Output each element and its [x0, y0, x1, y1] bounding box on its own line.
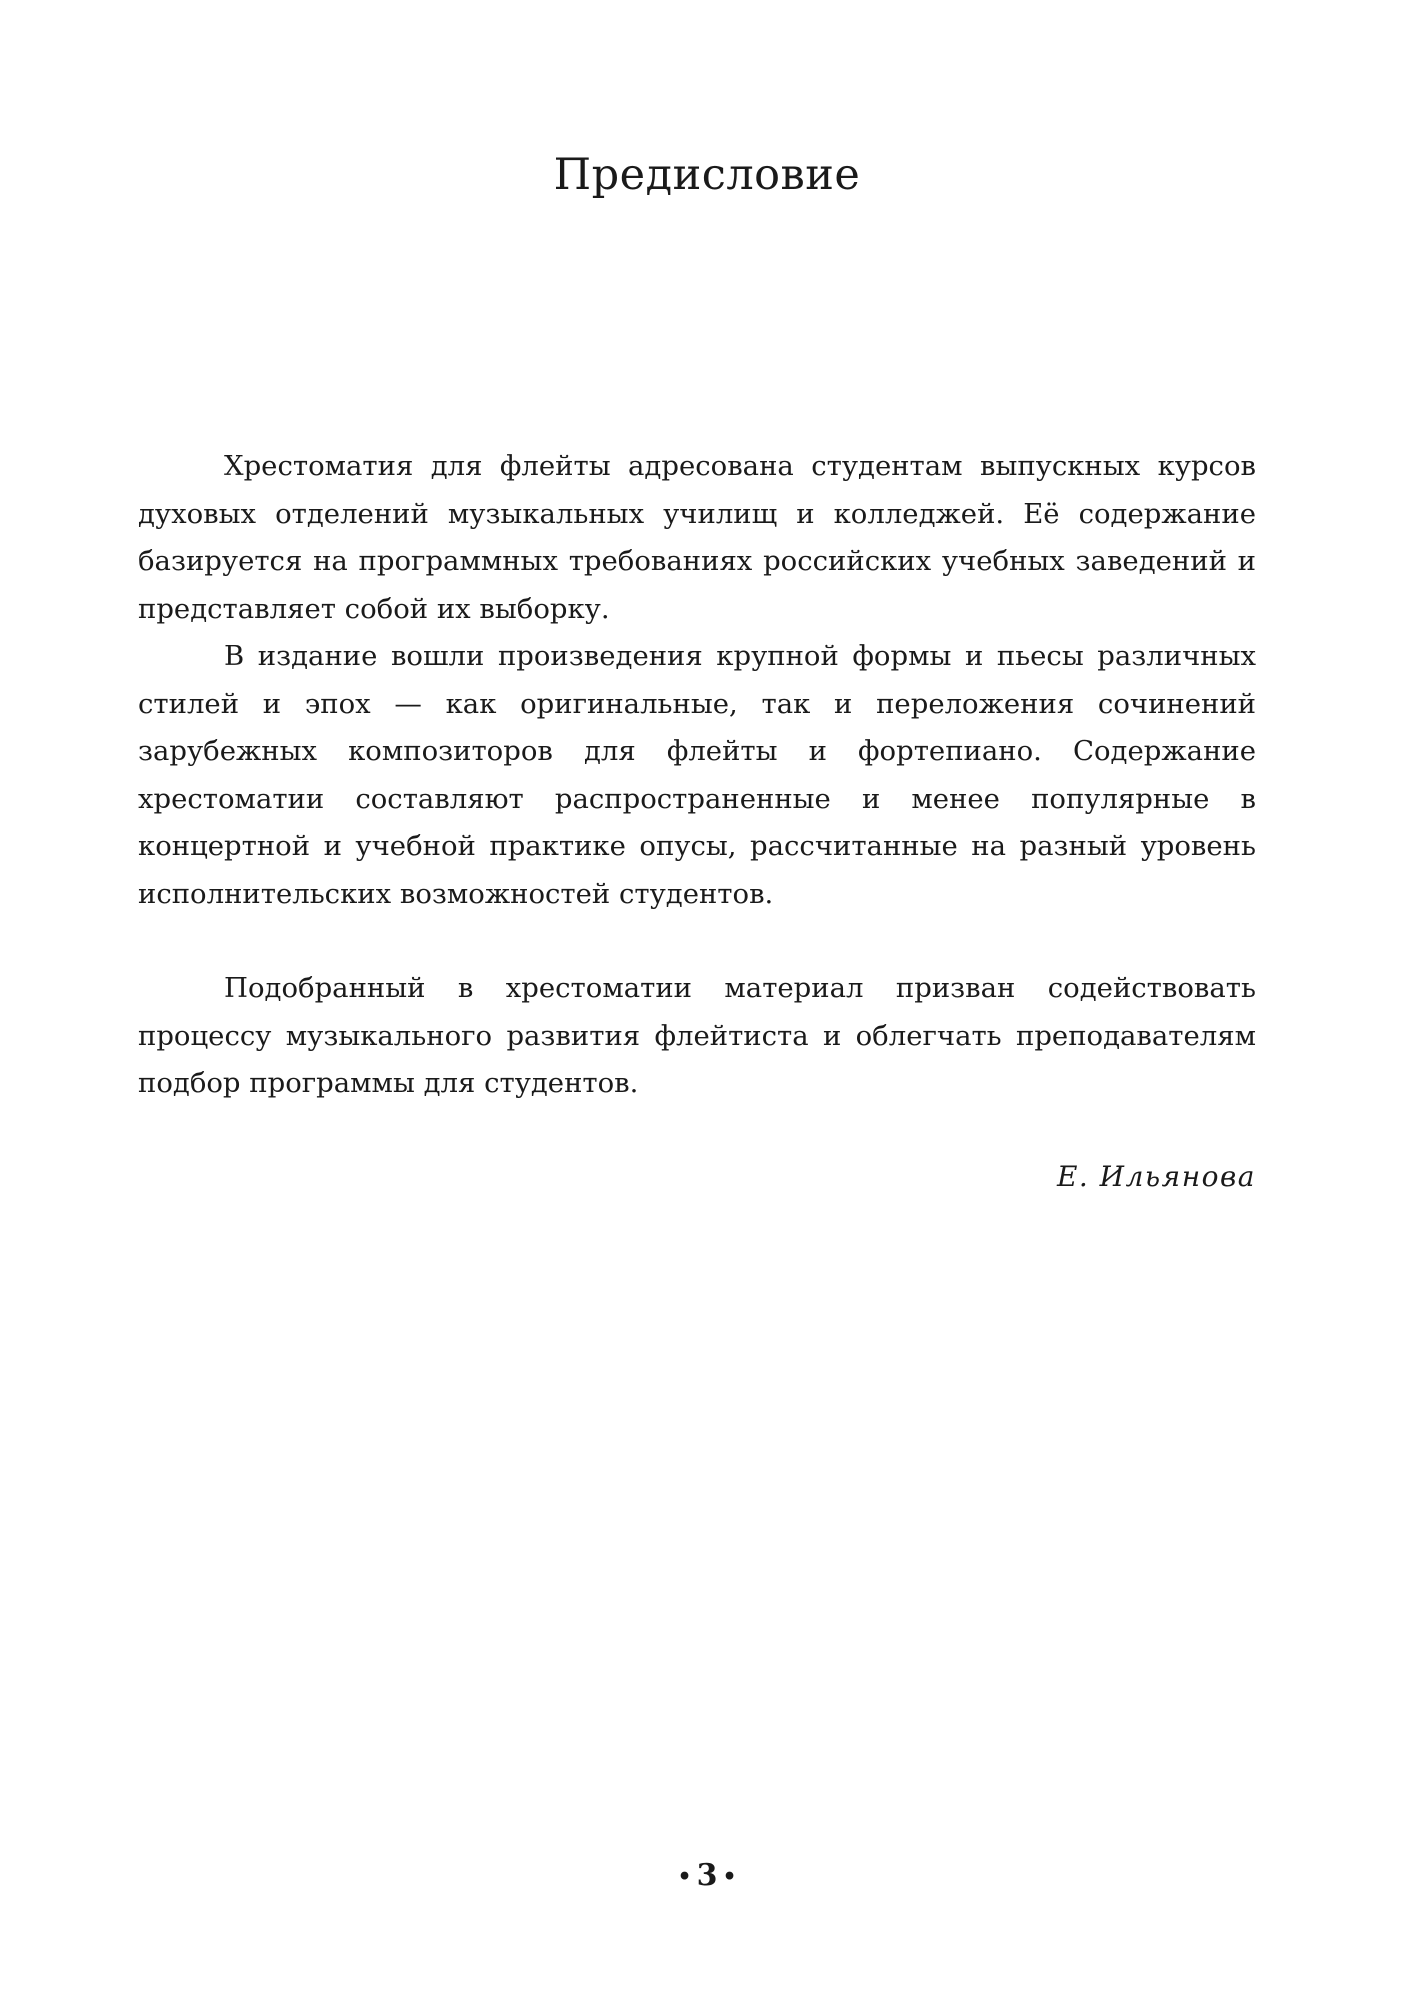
page-title: Предисловие [553, 150, 861, 200]
author-signature: Е. Ильянова [1056, 1160, 1256, 1193]
page-number: 3 [696, 1858, 718, 1893]
paragraph: Подобранный в хрестоматии материал призван содействовать процессу музыкального развития флейтиста и облегчать преподавателям подбор программы для студентов. [138, 972, 1256, 1099]
bullet-ornament-icon: • [722, 1864, 737, 1890]
paragraph: В издание вошли произведения крупной формы и пьесы различных стилей и эпох — как оригинальные, так и переложения сочинений зарубежных композиторов для флейты и фортепиано. Содержание хрестоматии составляют распространенные и менее популярные в концертной и учебной практике опусы, рассчитанные на разный уровень исполнительских возможностей студентов. [138, 640, 1256, 910]
preface-text-block-1 [138, 443, 1256, 918]
preface-text-block-2 [138, 965, 1256, 1108]
paragraph: Хрестоматия для флейты адресована студентам выпускных курсов духовых отделений музыкальных училищ и колледжей. Её содержание базируется на программных требованиях российских учебных заведений и представляет собой их выборку. [138, 450, 1256, 625]
bullet-ornament-icon: • [677, 1864, 692, 1890]
page-number-footer [0, 1858, 1414, 1893]
